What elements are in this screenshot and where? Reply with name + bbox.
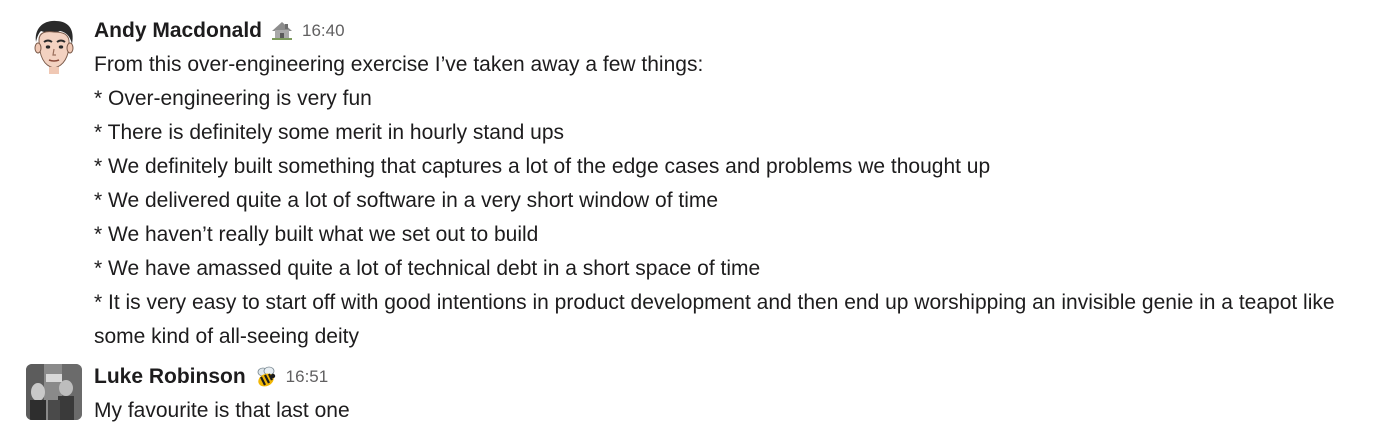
message-header: [94, 14, 1360, 48]
message-item[interactable]: [0, 360, 1400, 432]
message-header: [94, 360, 1360, 394]
house-icon[interactable]: [270, 19, 294, 43]
avatar[interactable]: [26, 364, 82, 420]
message-content: [94, 360, 1360, 428]
sender-name[interactable]: Andy Macdonald: [94, 19, 263, 42]
message-content: [94, 14, 1360, 354]
sender-name[interactable]: Luke Robinson: [94, 365, 246, 388]
bee-icon[interactable]: [254, 365, 278, 389]
message-line: * We have amassed quite a lot of technical debt in a short space of time: [94, 257, 761, 280]
message-line: * We delivered quite a lot of software in a very short window of time: [94, 189, 719, 212]
avatar[interactable]: [26, 18, 82, 74]
message-line: * It is very easy to start off with good intentions in product development and then end up worshipping an invisible genie in a teapot like some kind of all-seeing deity: [94, 291, 1335, 348]
message-line: My favourite is that last one: [94, 399, 350, 422]
message-line: From this over-engineering exercise I’ve taken away a few things:: [94, 53, 704, 76]
avatar-cartoon-face-icon: [26, 18, 82, 74]
message-line: * We haven’t really built what we set out to build: [94, 223, 539, 246]
message-item[interactable]: [0, 14, 1400, 350]
message-body: [94, 394, 1360, 428]
avatar-photo-icon: [26, 364, 82, 420]
message-body: [94, 48, 1360, 354]
message-timestamp[interactable]: 16:40: [302, 21, 345, 40]
message-line: * There is definitely some merit in hourly stand ups: [94, 121, 564, 144]
message-line: * We definitely built something that captures a lot of the edge cases and problems we thought up: [94, 155, 991, 178]
message-timestamp[interactable]: 16:51: [285, 367, 329, 386]
message-line: * Over-engineering is very fun: [94, 87, 372, 110]
